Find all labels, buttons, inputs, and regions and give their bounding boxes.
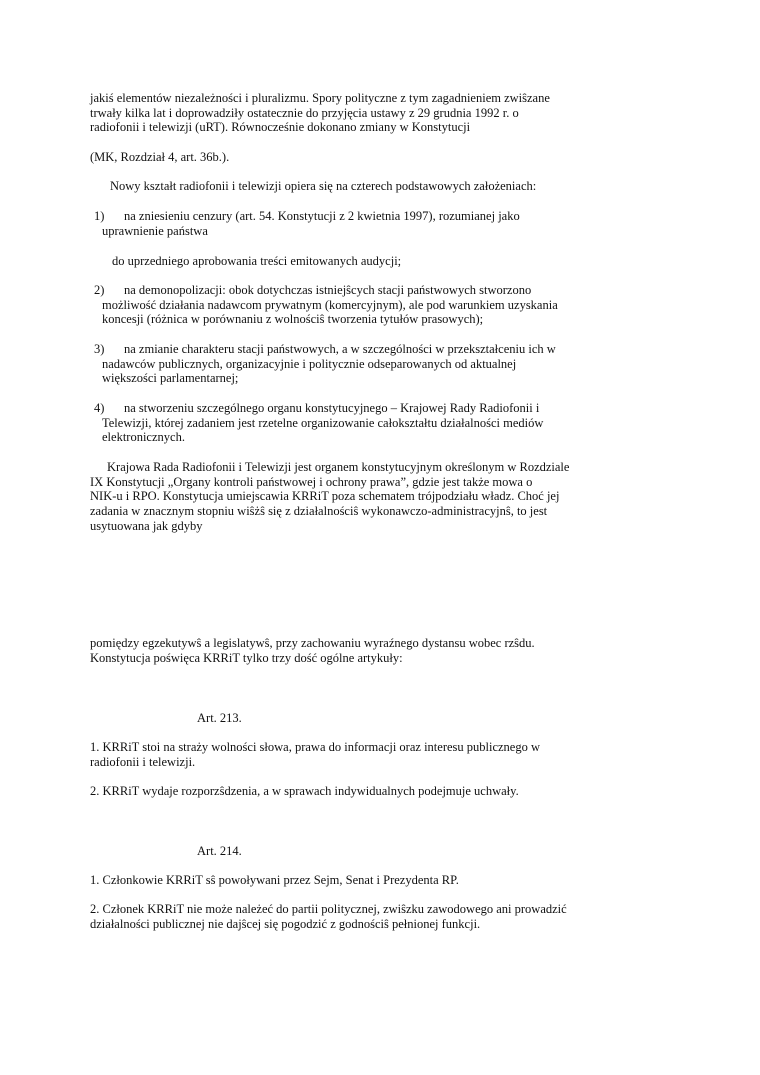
item-text: na stworzeniu szczególnego organu konstytucyjnego – Krajowej Rady Radiofonii i	[124, 401, 540, 415]
lead-paragraph	[90, 179, 590, 194]
article-214-point-1	[90, 873, 590, 888]
text-line: zadania w znacznym stopniu wiŝżŝ się z działalnościŝ wykonawczo-administracyjnŝ, to jest	[90, 504, 548, 519]
text-line: 2. KRRiT wydaje rozporzŝdzenia, a w sprawach indywidualnych podejmuje uchwały.	[90, 784, 519, 798]
item-number: 2)	[94, 283, 105, 297]
intro-paragraph	[90, 91, 590, 135]
item-text: elektronicznych.	[102, 430, 185, 445]
text-line: IX Konstytucji „Organy kontroli państwowej i ochrony prawa”, gdzie jest także mowa o	[90, 474, 533, 489]
item-text: do uprzedniego aprobowania treści emitowanych audycji;	[112, 254, 402, 268]
text-line: radiofonii i telewizji (uRT). Równocześnie dokonano zmiany w Konstytucji	[90, 120, 471, 135]
article-213-point-1	[90, 740, 590, 769]
item-text: na zniesieniu cenzury (art. 54. Konstytucji z 2 kwietnia 1997), rozumianej jako	[124, 209, 520, 223]
article-214-heading: Art. 214.	[197, 844, 242, 858]
item-text: nadawców publicznych, organizacyjnie i politycznie odseparowanych od aktualnej	[102, 356, 517, 371]
text-line: Krajowa Rada Radiofonii i Telewizji jest organem konstytucyjnym określonym w Rozdziale	[107, 460, 570, 474]
text-line: radiofonii i telewizji.	[90, 754, 196, 769]
item-text: na demonopolizacji: obok dotychczas istniejŝcych stacji państwowych stworzono	[124, 283, 532, 297]
text-line: pomiędzy egzekutywŝ a legislatywŝ, przy zachowaniu wyraźnego dystansu wobec rzŝdu.	[90, 636, 535, 650]
article-213-heading: Art. 213.	[197, 711, 242, 725]
assumption-item-1	[90, 209, 590, 238]
item-number: 4)	[94, 401, 105, 415]
text-line: działalności publicznej nie dajŝcej się pogodzić z godnościŝ pełnionej funkcji.	[90, 916, 481, 931]
text-line: Nowy kształt radiofonii i telewizji opiera się na czterech podstawowych założeniach:	[110, 179, 537, 193]
assumption-item-4	[90, 401, 590, 445]
assumption-item-2	[90, 283, 590, 327]
item-text: koncesji (różnica w porównaniu z wolnościŝ tworzenia tytułów prasowych);	[102, 312, 484, 327]
article-213-point-2	[90, 784, 590, 799]
assumption-item-3	[90, 342, 590, 386]
text-line: Konstytucja poświęca KRRiT tylko trzy dość ogólne artykuły:	[90, 650, 403, 665]
article-214-point-2	[90, 902, 590, 931]
item-number: 1)	[94, 209, 105, 223]
item-text: na zmianie charakteru stacji państwowych, a w szczególności w przekształceniu ich w	[124, 342, 556, 356]
krrit-paragraph	[90, 460, 590, 534]
text-line: 1. Członkowie KRRiT sŝ powoływani przez Sejm, Senat i Prezydenta RP.	[90, 873, 459, 887]
constitution-reference	[90, 150, 590, 165]
text-line: NIK-u i RPO. Konstytucja umiejscawia KRRiT poza schematem trójpodziału władz. Choć jej	[90, 489, 560, 504]
item-number: 3)	[94, 342, 105, 356]
text-line: 2. Członek KRRiT nie może należeć do partii politycznej, zwiŝzku zawodowego ani prowadzić	[90, 902, 567, 916]
assumption-item-1-continued	[90, 254, 590, 269]
text-line: (MK, Rozdział 4, art. 36b.).	[90, 150, 230, 164]
item-text: możliwość działania nadawcom prywatnym (komercyjnym), ale pod warunkiem uzyskania	[102, 297, 558, 312]
item-text: większości parlamentarnej;	[102, 371, 239, 386]
text-line: usytuowana jak gdyby	[90, 518, 203, 533]
item-text: uprawnienie państwa	[102, 223, 208, 238]
item-text: Telewizji, której zadaniem jest rzetelne organizowanie całokształtu działalności mediów	[102, 415, 544, 430]
text-line: jakiś elementów niezależności i pluralizmu. Spory polityczne z tym zagadnieniem zwiŝzane	[90, 91, 550, 105]
text-line: 1. KRRiT stoi na straży wolności słowa, prawa do informacji oraz interesu publicznego w	[90, 740, 541, 754]
text-line: trwały kilka lat i doprowadziły ostatecznie do przyjęcia ustawy z 29 grudnia 1992 r. o	[90, 105, 519, 120]
continuation-paragraph	[90, 636, 590, 665]
